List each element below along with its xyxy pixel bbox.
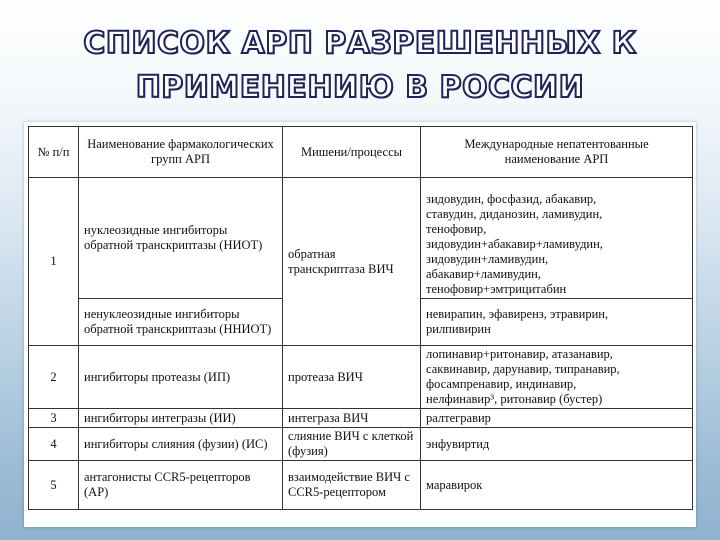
slide-title-line-2: ПРИМЕНЕНИЮ В РОССИИ: [135, 70, 585, 105]
row-drugs: [421, 346, 693, 409]
drug-line: ралтегравир: [426, 410, 491, 425]
drug-line: рилпивирин: [426, 322, 491, 336]
header-drugs: Международные непатентованные наименование АРП: [421, 127, 693, 178]
drug-line: невирапин, эфавиренз, этравирин,: [426, 307, 609, 321]
table-row: [29, 178, 693, 299]
table-header-row: [29, 127, 693, 178]
row-target: интеграза ВИЧ: [283, 409, 421, 428]
row-drugs: [421, 299, 693, 346]
header-num: № п/п: [29, 127, 79, 178]
drug-line: тенофовир,: [426, 222, 487, 236]
row-target: обратная транскриптаза ВИЧ: [283, 178, 421, 346]
header-target: Мишени/процессы: [283, 127, 421, 178]
drug-line: тенофовир+эмтрицитабин: [426, 282, 567, 296]
row-target: взаимодействие ВИЧ с CCR5-рецептором: [283, 461, 421, 510]
drug-line: маравирок: [426, 477, 483, 492]
drug-line: зидовудин, фосфазид, абакавир,: [426, 192, 597, 206]
row-group: ненуклеозидные ингибиторы обратной транскриптазы (ННИОТ): [79, 299, 283, 346]
row-drugs: [421, 428, 693, 461]
table-row: [29, 461, 693, 510]
row-num: 2: [29, 346, 79, 409]
slide-title: [0, 22, 720, 110]
arv-drugs-table-panel: [24, 122, 696, 527]
row-target: слияние ВИЧ с клеткой (фузия): [283, 428, 421, 461]
drug-line: саквинавир, дарунавир, типранавир,: [426, 362, 620, 376]
row-drugs: [421, 461, 693, 510]
row-num: 5: [29, 461, 79, 510]
row-num: 1: [29, 178, 79, 346]
row-drugs: [421, 178, 693, 299]
row-group: антагонисты CCR5-рецепторов (АР): [79, 461, 283, 510]
row-group: ингибиторы протеазы (ИП): [79, 346, 283, 409]
header-group: Наименование фармакологических групп АРП: [79, 127, 283, 178]
row-group: ингибиторы интегразы (ИИ): [79, 409, 283, 428]
drug-line: энфувиртид: [426, 436, 490, 451]
drug-line: ставудин, диданозин, ламивудин,: [426, 207, 603, 221]
drug-line: фосампренавир, индинавир,: [426, 377, 577, 391]
arv-drugs-table: [28, 126, 693, 510]
drug-line: лопинавир+ритонавир, атазанавир,: [426, 347, 613, 361]
drug-line: зидовудин+абакавир+ламивудин,: [426, 237, 603, 251]
row-drugs: [421, 409, 693, 428]
table-row: [29, 409, 693, 428]
row-group: ингибиторы слияния (фузии) (ИС): [79, 428, 283, 461]
slide-title-line-1: СПИСОК АРП РАЗРЕШЕННЫХ К: [83, 26, 637, 61]
row-group: нуклеозидные ингибиторы обратной транскриптазы (НИОТ): [79, 178, 283, 299]
table-row: [29, 346, 693, 409]
row-target: протеаза ВИЧ: [283, 346, 421, 409]
drug-line: нелфинавир³, ритонавир (бустер): [426, 392, 603, 406]
drug-line: зидовудин+ламивудин,: [426, 252, 549, 266]
drug-line: абакавир+ламивудин,: [426, 267, 541, 281]
table-row: [29, 428, 693, 461]
row-num: 3: [29, 409, 79, 428]
row-num: 4: [29, 428, 79, 461]
